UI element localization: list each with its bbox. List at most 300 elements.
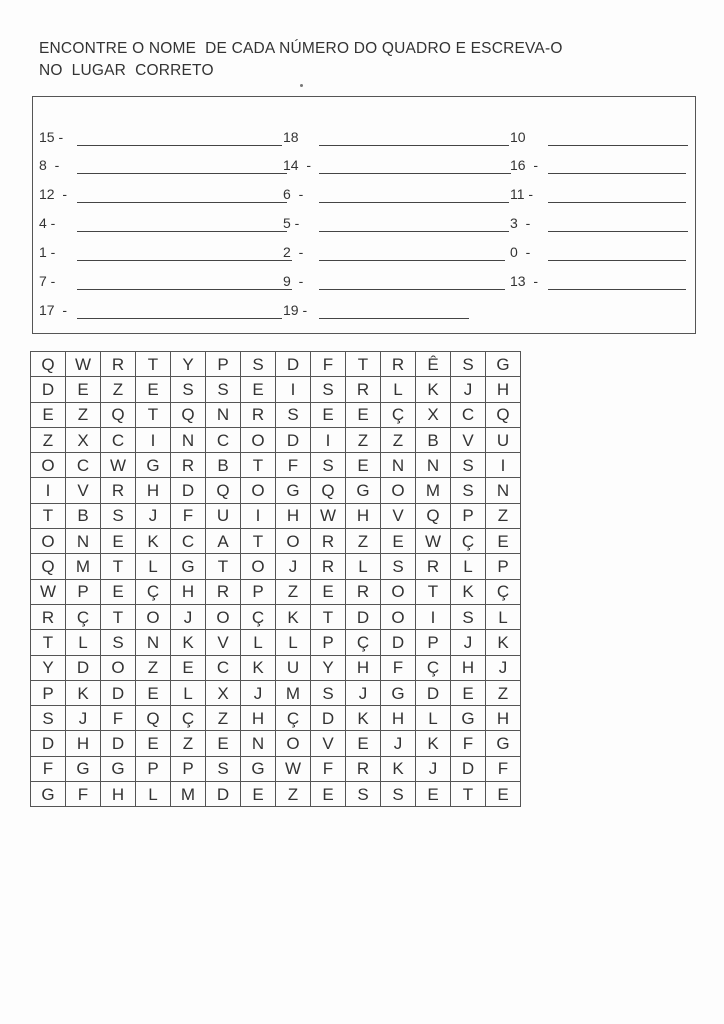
grid-cell[interactable]: C — [101, 427, 136, 452]
grid-cell[interactable]: S — [451, 478, 486, 503]
instructions-line-1: ENCONTRE O NOME DE CADA NÚMERO DO QUADRO E ESCREVA-O — [39, 40, 563, 57]
grid-cell[interactable]: D — [381, 630, 416, 655]
grid-cell[interactable]: E — [381, 529, 416, 554]
grid-cell[interactable]: H — [451, 655, 486, 680]
grid-cell[interactable]: C — [206, 655, 241, 680]
grid-cell[interactable]: W — [31, 579, 66, 604]
grid-cell[interactable]: W — [311, 503, 346, 528]
grid-cell[interactable]: S — [276, 402, 311, 427]
grid-cell[interactable]: L — [171, 680, 206, 705]
grid-cell[interactable]: W — [276, 756, 311, 781]
grid-cell[interactable]: L — [276, 630, 311, 655]
grid-cell[interactable]: R — [346, 579, 381, 604]
grid-cell[interactable]: D — [416, 680, 451, 705]
grid-cell[interactable]: H — [486, 377, 521, 402]
grid-cell[interactable]: T — [241, 529, 276, 554]
grid-cell[interactable]: B — [66, 503, 101, 528]
answer-blank-line[interactable] — [548, 145, 688, 146]
grid-cell[interactable]: T — [241, 453, 276, 478]
grid-cell[interactable]: Ç — [451, 529, 486, 554]
answer-row — [33, 300, 695, 322]
grid-cell[interactable]: P — [66, 579, 101, 604]
grid-cell[interactable]: Ç — [171, 706, 206, 731]
grid-cell[interactable]: M — [276, 680, 311, 705]
grid-cell[interactable]: N — [416, 453, 451, 478]
grid-cell[interactable]: X — [416, 402, 451, 427]
grid-cell[interactable]: V — [381, 503, 416, 528]
grid-cell[interactable]: T — [451, 782, 486, 807]
grid-cell[interactable]: K — [451, 579, 486, 604]
grid-cell[interactable]: H — [171, 579, 206, 604]
grid-cell[interactable]: O — [276, 731, 311, 756]
grid-cell[interactable]: L — [486, 604, 521, 629]
grid-cell[interactable]: Ç — [276, 706, 311, 731]
grid-cell[interactable]: C — [66, 453, 101, 478]
grid-cell[interactable]: K — [381, 756, 416, 781]
grid-cell[interactable]: J — [171, 604, 206, 629]
grid-cell[interactable]: I — [416, 604, 451, 629]
grid-cell[interactable]: D — [451, 756, 486, 781]
grid-cell[interactable]: E — [346, 402, 381, 427]
grid-cell[interactable]: B — [416, 427, 451, 452]
grid-cell[interactable]: J — [381, 731, 416, 756]
grid-cell[interactable]: Z — [381, 427, 416, 452]
grid-cell[interactable]: S — [311, 453, 346, 478]
grid-cell[interactable]: K — [136, 529, 171, 554]
grid-cell[interactable]: N — [171, 427, 206, 452]
grid-cell[interactable]: S — [206, 756, 241, 781]
grid-cell[interactable]: Z — [346, 427, 381, 452]
grid-cell[interactable]: Q — [486, 402, 521, 427]
grid-cell[interactable]: I — [276, 377, 311, 402]
grid-cell[interactable]: E — [66, 377, 101, 402]
grid-cell[interactable]: G — [381, 680, 416, 705]
grid-cell[interactable]: I — [31, 478, 66, 503]
grid-cell[interactable]: K — [171, 630, 206, 655]
grid-cell[interactable]: D — [276, 427, 311, 452]
answer-blank-line[interactable] — [319, 145, 509, 146]
grid-cell[interactable]: E — [31, 402, 66, 427]
grid-row — [31, 503, 521, 528]
number-label: 4 - — [39, 215, 56, 231]
grid-cell[interactable]: H — [486, 706, 521, 731]
grid-cell[interactable]: S — [346, 782, 381, 807]
grid-cell[interactable]: F — [101, 706, 136, 731]
number-label: 16 - — [510, 157, 539, 173]
grid-cell[interactable]: R — [311, 529, 346, 554]
grid-cell[interactable]: R — [101, 478, 136, 503]
grid-cell[interactable]: G — [101, 756, 136, 781]
grid-cell[interactable]: D — [171, 478, 206, 503]
grid-cell[interactable]: P — [451, 503, 486, 528]
grid-cell[interactable]: Q — [206, 478, 241, 503]
grid-cell[interactable]: G — [486, 731, 521, 756]
grid-cell[interactable]: Y — [311, 655, 346, 680]
grid-cell[interactable]: K — [241, 655, 276, 680]
grid-cell[interactable]: V — [66, 478, 101, 503]
grid-cell[interactable]: R — [31, 604, 66, 629]
grid-cell[interactable]: P — [241, 579, 276, 604]
grid-cell[interactable]: R — [381, 352, 416, 377]
grid-cell[interactable]: W — [101, 453, 136, 478]
grid-cell[interactable]: L — [346, 554, 381, 579]
grid-cell[interactable]: D — [66, 655, 101, 680]
answer-blank-line[interactable] — [319, 289, 505, 290]
grid-cell[interactable]: F — [311, 756, 346, 781]
grid-cell[interactable]: D — [101, 731, 136, 756]
grid-cell[interactable]: J — [451, 630, 486, 655]
instructions — [39, 38, 679, 82]
grid-cell[interactable]: C — [171, 529, 206, 554]
answer-blank-line[interactable] — [77, 231, 287, 232]
grid-cell[interactable]: O — [206, 604, 241, 629]
answer-row — [33, 155, 695, 177]
grid-cell[interactable]: E — [136, 731, 171, 756]
grid-cell[interactable]: E — [101, 529, 136, 554]
grid-cell[interactable]: Ç — [486, 579, 521, 604]
grid-cell[interactable]: E — [311, 579, 346, 604]
grid-cell[interactable]: L — [416, 706, 451, 731]
answer-blank-line[interactable] — [77, 202, 287, 203]
answer-blank-line[interactable] — [77, 173, 287, 174]
grid-cell[interactable]: Q — [31, 554, 66, 579]
grid-cell[interactable]: T — [101, 554, 136, 579]
grid-cell[interactable]: I — [311, 427, 346, 452]
answer-blank-line[interactable] — [319, 231, 509, 232]
grid-cell[interactable]: O — [381, 478, 416, 503]
grid-cell[interactable]: O — [381, 579, 416, 604]
grid-cell[interactable]: U — [276, 655, 311, 680]
grid-cell[interactable]: M — [66, 554, 101, 579]
grid-cell[interactable]: E — [486, 782, 521, 807]
number-label: 0 - — [510, 244, 531, 260]
grid-cell[interactable]: E — [346, 453, 381, 478]
grid-cell[interactable]: T — [101, 604, 136, 629]
grid-cell[interactable]: H — [381, 706, 416, 731]
grid-cell[interactable]: Z — [486, 503, 521, 528]
grid-cell[interactable]: N — [486, 478, 521, 503]
grid-cell[interactable]: O — [101, 655, 136, 680]
grid-cell[interactable]: H — [101, 782, 136, 807]
grid-cell[interactable]: K — [276, 604, 311, 629]
grid-cell[interactable]: J — [486, 655, 521, 680]
number-label: 19 - — [283, 302, 308, 318]
grid-cell[interactable]: Z — [31, 427, 66, 452]
grid-cell[interactable]: S — [381, 782, 416, 807]
grid-row — [31, 529, 521, 554]
grid-cell[interactable]: W — [66, 352, 101, 377]
grid-cell[interactable]: O — [31, 453, 66, 478]
grid-cell[interactable]: S — [451, 453, 486, 478]
grid-cell[interactable]: H — [66, 731, 101, 756]
answer-blank-line[interactable] — [77, 260, 292, 261]
grid-cell[interactable]: G — [486, 352, 521, 377]
grid-cell[interactable]: P — [486, 554, 521, 579]
grid-cell[interactable]: R — [416, 554, 451, 579]
word-search-grid — [30, 351, 521, 807]
grid-cell[interactable]: O — [136, 604, 171, 629]
grid-row — [31, 756, 521, 781]
grid-cell[interactable]: Y — [31, 655, 66, 680]
grid-cell[interactable]: Z — [276, 579, 311, 604]
grid-cell[interactable]: K — [66, 680, 101, 705]
grid-cell[interactable]: T — [136, 402, 171, 427]
answer-box — [32, 96, 696, 334]
grid-row — [31, 604, 521, 629]
answer-blank-line[interactable] — [319, 260, 505, 261]
answer-blank-line[interactable] — [319, 173, 511, 174]
answer-blank-line[interactable] — [548, 289, 686, 290]
grid-cell[interactable]: C — [451, 402, 486, 427]
grid-cell[interactable]: P — [31, 680, 66, 705]
grid-cell[interactable]: P — [136, 756, 171, 781]
grid-cell[interactable]: V — [451, 427, 486, 452]
grid-cell[interactable]: U — [486, 427, 521, 452]
grid-cell[interactable]: X — [206, 680, 241, 705]
answer-blank-line[interactable] — [548, 260, 686, 261]
grid-cell[interactable]: S — [451, 352, 486, 377]
grid-cell[interactable]: L — [66, 630, 101, 655]
number-label: 10 — [510, 129, 526, 145]
grid-cell[interactable]: O — [381, 604, 416, 629]
grid-cell[interactable]: E — [451, 680, 486, 705]
grid-cell[interactable]: F — [311, 352, 346, 377]
grid-cell[interactable]: D — [31, 377, 66, 402]
grid-cell[interactable]: S — [101, 503, 136, 528]
answer-row — [33, 127, 695, 149]
grid-cell[interactable]: E — [416, 782, 451, 807]
grid-cell[interactable]: F — [31, 756, 66, 781]
grid-cell[interactable]: O — [241, 427, 276, 452]
grid-cell[interactable]: S — [31, 706, 66, 731]
number-label: 2 - — [283, 244, 304, 260]
grid-cell[interactable]: E — [241, 782, 276, 807]
grid-cell[interactable]: Z — [101, 377, 136, 402]
grid-cell[interactable]: Q — [311, 478, 346, 503]
grid-cell[interactable]: I — [486, 453, 521, 478]
grid-cell[interactable]: U — [206, 503, 241, 528]
grid-cell[interactable]: T — [31, 630, 66, 655]
answer-blank-line[interactable] — [548, 202, 686, 203]
grid-cell[interactable]: R — [241, 402, 276, 427]
grid-cell[interactable]: M — [171, 782, 206, 807]
grid-cell[interactable]: M — [416, 478, 451, 503]
grid-cell[interactable]: L — [451, 554, 486, 579]
grid-cell[interactable]: A — [206, 529, 241, 554]
grid-cell[interactable]: G — [276, 478, 311, 503]
grid-cell[interactable]: F — [451, 731, 486, 756]
answer-blank-line[interactable] — [77, 145, 282, 146]
grid-cell[interactable]: V — [311, 731, 346, 756]
grid-cell[interactable]: J — [416, 756, 451, 781]
answer-blank-line[interactable] — [548, 173, 686, 174]
grid-cell[interactable]: Ç — [241, 604, 276, 629]
grid-cell[interactable]: N — [66, 529, 101, 554]
grid-cell[interactable]: R — [311, 554, 346, 579]
grid-cell[interactable]: Q — [31, 352, 66, 377]
grid-cell[interactable]: L — [136, 782, 171, 807]
grid-cell[interactable]: E — [311, 782, 346, 807]
grid-cell[interactable]: D — [346, 604, 381, 629]
grid-cell[interactable]: G — [171, 554, 206, 579]
grid-cell[interactable]: F — [486, 756, 521, 781]
grid-cell[interactable]: G — [241, 756, 276, 781]
grid-row — [31, 377, 521, 402]
grid-cell[interactable]: V — [206, 630, 241, 655]
answer-blank-line[interactable] — [319, 318, 469, 319]
grid-cell[interactable]: R — [346, 377, 381, 402]
grid-cell[interactable]: D — [206, 782, 241, 807]
grid-cell[interactable]: R — [346, 756, 381, 781]
grid-cell[interactable]: D — [31, 731, 66, 756]
grid-cell[interactable]: K — [416, 377, 451, 402]
grid-row — [31, 402, 521, 427]
stray-dot — [300, 84, 303, 87]
grid-cell[interactable]: E — [241, 377, 276, 402]
grid-cell[interactable]: C — [206, 427, 241, 452]
grid-cell[interactable]: Y — [171, 352, 206, 377]
grid-cell[interactable]: G — [66, 756, 101, 781]
grid-cell[interactable]: G — [346, 478, 381, 503]
grid-cell[interactable]: J — [276, 554, 311, 579]
grid-cell[interactable]: L — [381, 377, 416, 402]
number-label: 1 - — [39, 244, 56, 260]
grid-cell[interactable]: O — [241, 478, 276, 503]
grid-cell[interactable]: H — [241, 706, 276, 731]
grid-cell[interactable]: P — [206, 352, 241, 377]
grid-cell[interactable]: E — [136, 377, 171, 402]
grid-cell[interactable]: Q — [101, 402, 136, 427]
grid-cell[interactable]: O — [31, 529, 66, 554]
grid-cell[interactable]: E — [346, 731, 381, 756]
grid-cell[interactable]: N — [381, 453, 416, 478]
grid-cell[interactable]: E — [311, 402, 346, 427]
grid-cell[interactable]: E — [206, 731, 241, 756]
grid-cell[interactable]: P — [171, 756, 206, 781]
grid-row — [31, 352, 521, 377]
number-label: 15 - — [39, 129, 64, 145]
grid-cell[interactable]: N — [206, 402, 241, 427]
grid-cell[interactable]: Z — [486, 680, 521, 705]
grid-cell[interactable]: S — [381, 554, 416, 579]
grid-cell[interactable]: Ê — [416, 352, 451, 377]
grid-cell[interactable]: J — [66, 706, 101, 731]
grid-cell[interactable]: G — [136, 453, 171, 478]
grid-cell[interactable]: Z — [346, 529, 381, 554]
grid-cell[interactable]: L — [136, 554, 171, 579]
grid-cell[interactable]: G — [31, 782, 66, 807]
grid-cell[interactable]: S — [241, 352, 276, 377]
grid-cell[interactable]: F — [171, 503, 206, 528]
answer-blank-line[interactable] — [77, 289, 292, 290]
grid-cell[interactable]: N — [136, 630, 171, 655]
grid-cell[interactable]: T — [136, 352, 171, 377]
grid-row — [31, 630, 521, 655]
grid-cell[interactable]: E — [171, 655, 206, 680]
answer-blank-line[interactable] — [77, 318, 282, 319]
grid-row — [31, 427, 521, 452]
grid-cell[interactable]: H — [346, 503, 381, 528]
grid-cell[interactable]: G — [451, 706, 486, 731]
grid-cell[interactable]: S — [311, 377, 346, 402]
grid-cell[interactable]: D — [311, 706, 346, 731]
grid-cell[interactable]: S — [171, 377, 206, 402]
grid-cell[interactable]: S — [311, 680, 346, 705]
grid-cell[interactable]: H — [136, 478, 171, 503]
grid-cell[interactable]: R — [101, 352, 136, 377]
grid-cell[interactable]: F — [66, 782, 101, 807]
grid-cell[interactable]: Ç — [416, 655, 451, 680]
grid-cell[interactable]: J — [136, 503, 171, 528]
grid-cell[interactable]: L — [241, 630, 276, 655]
grid-cell[interactable]: I — [241, 503, 276, 528]
grid-cell[interactable]: O — [241, 554, 276, 579]
grid-cell[interactable]: N — [241, 731, 276, 756]
grid-cell[interactable]: Ç — [66, 604, 101, 629]
grid-cell[interactable]: J — [241, 680, 276, 705]
grid-cell[interactable]: Q — [136, 706, 171, 731]
grid-cell[interactable]: E — [136, 680, 171, 705]
grid-cell[interactable]: Z — [136, 655, 171, 680]
grid-cell[interactable]: T — [416, 579, 451, 604]
grid-cell[interactable]: Q — [171, 402, 206, 427]
grid-cell[interactable]: K — [346, 706, 381, 731]
grid-cell[interactable]: I — [136, 427, 171, 452]
number-label: 9 - — [283, 273, 304, 289]
grid-cell[interactable]: J — [451, 377, 486, 402]
grid-cell[interactable]: Ç — [346, 630, 381, 655]
grid-cell[interactable]: R — [206, 579, 241, 604]
grid-cell[interactable]: Ç — [381, 402, 416, 427]
number-label: 13 - — [510, 273, 539, 289]
answer-blank-line[interactable] — [319, 202, 509, 203]
grid-cell[interactable]: D — [101, 680, 136, 705]
grid-cell[interactable]: Q — [416, 503, 451, 528]
answer-blank-line[interactable] — [548, 231, 688, 232]
grid-cell[interactable]: J — [346, 680, 381, 705]
grid-cell[interactable]: Z — [276, 782, 311, 807]
grid-cell[interactable]: S — [101, 630, 136, 655]
grid-cell[interactable]: K — [486, 630, 521, 655]
grid-cell[interactable]: T — [346, 352, 381, 377]
grid-cell[interactable]: H — [276, 503, 311, 528]
grid-cell[interactable]: F — [276, 453, 311, 478]
grid-cell[interactable]: T — [206, 554, 241, 579]
grid-cell[interactable]: B — [206, 453, 241, 478]
grid-cell[interactable]: K — [416, 731, 451, 756]
grid-cell[interactable]: Ç — [136, 579, 171, 604]
grid-cell[interactable]: E — [101, 579, 136, 604]
grid-cell[interactable]: T — [311, 604, 346, 629]
grid-cell[interactable]: H — [346, 655, 381, 680]
grid-cell[interactable]: O — [276, 529, 311, 554]
grid-cell[interactable]: F — [381, 655, 416, 680]
grid-cell[interactable]: S — [451, 604, 486, 629]
grid-cell[interactable]: E — [486, 529, 521, 554]
grid-cell[interactable]: Z — [206, 706, 241, 731]
grid-row — [31, 731, 521, 756]
grid-cell[interactable]: P — [416, 630, 451, 655]
grid-cell[interactable]: D — [276, 352, 311, 377]
grid-cell[interactable]: T — [31, 503, 66, 528]
grid-cell[interactable]: Z — [66, 402, 101, 427]
grid-cell[interactable]: W — [416, 529, 451, 554]
grid-cell[interactable]: Z — [171, 731, 206, 756]
grid-cell[interactable]: S — [206, 377, 241, 402]
grid-cell[interactable]: R — [171, 453, 206, 478]
grid-cell[interactable]: P — [311, 630, 346, 655]
grid-cell[interactable]: X — [66, 427, 101, 452]
